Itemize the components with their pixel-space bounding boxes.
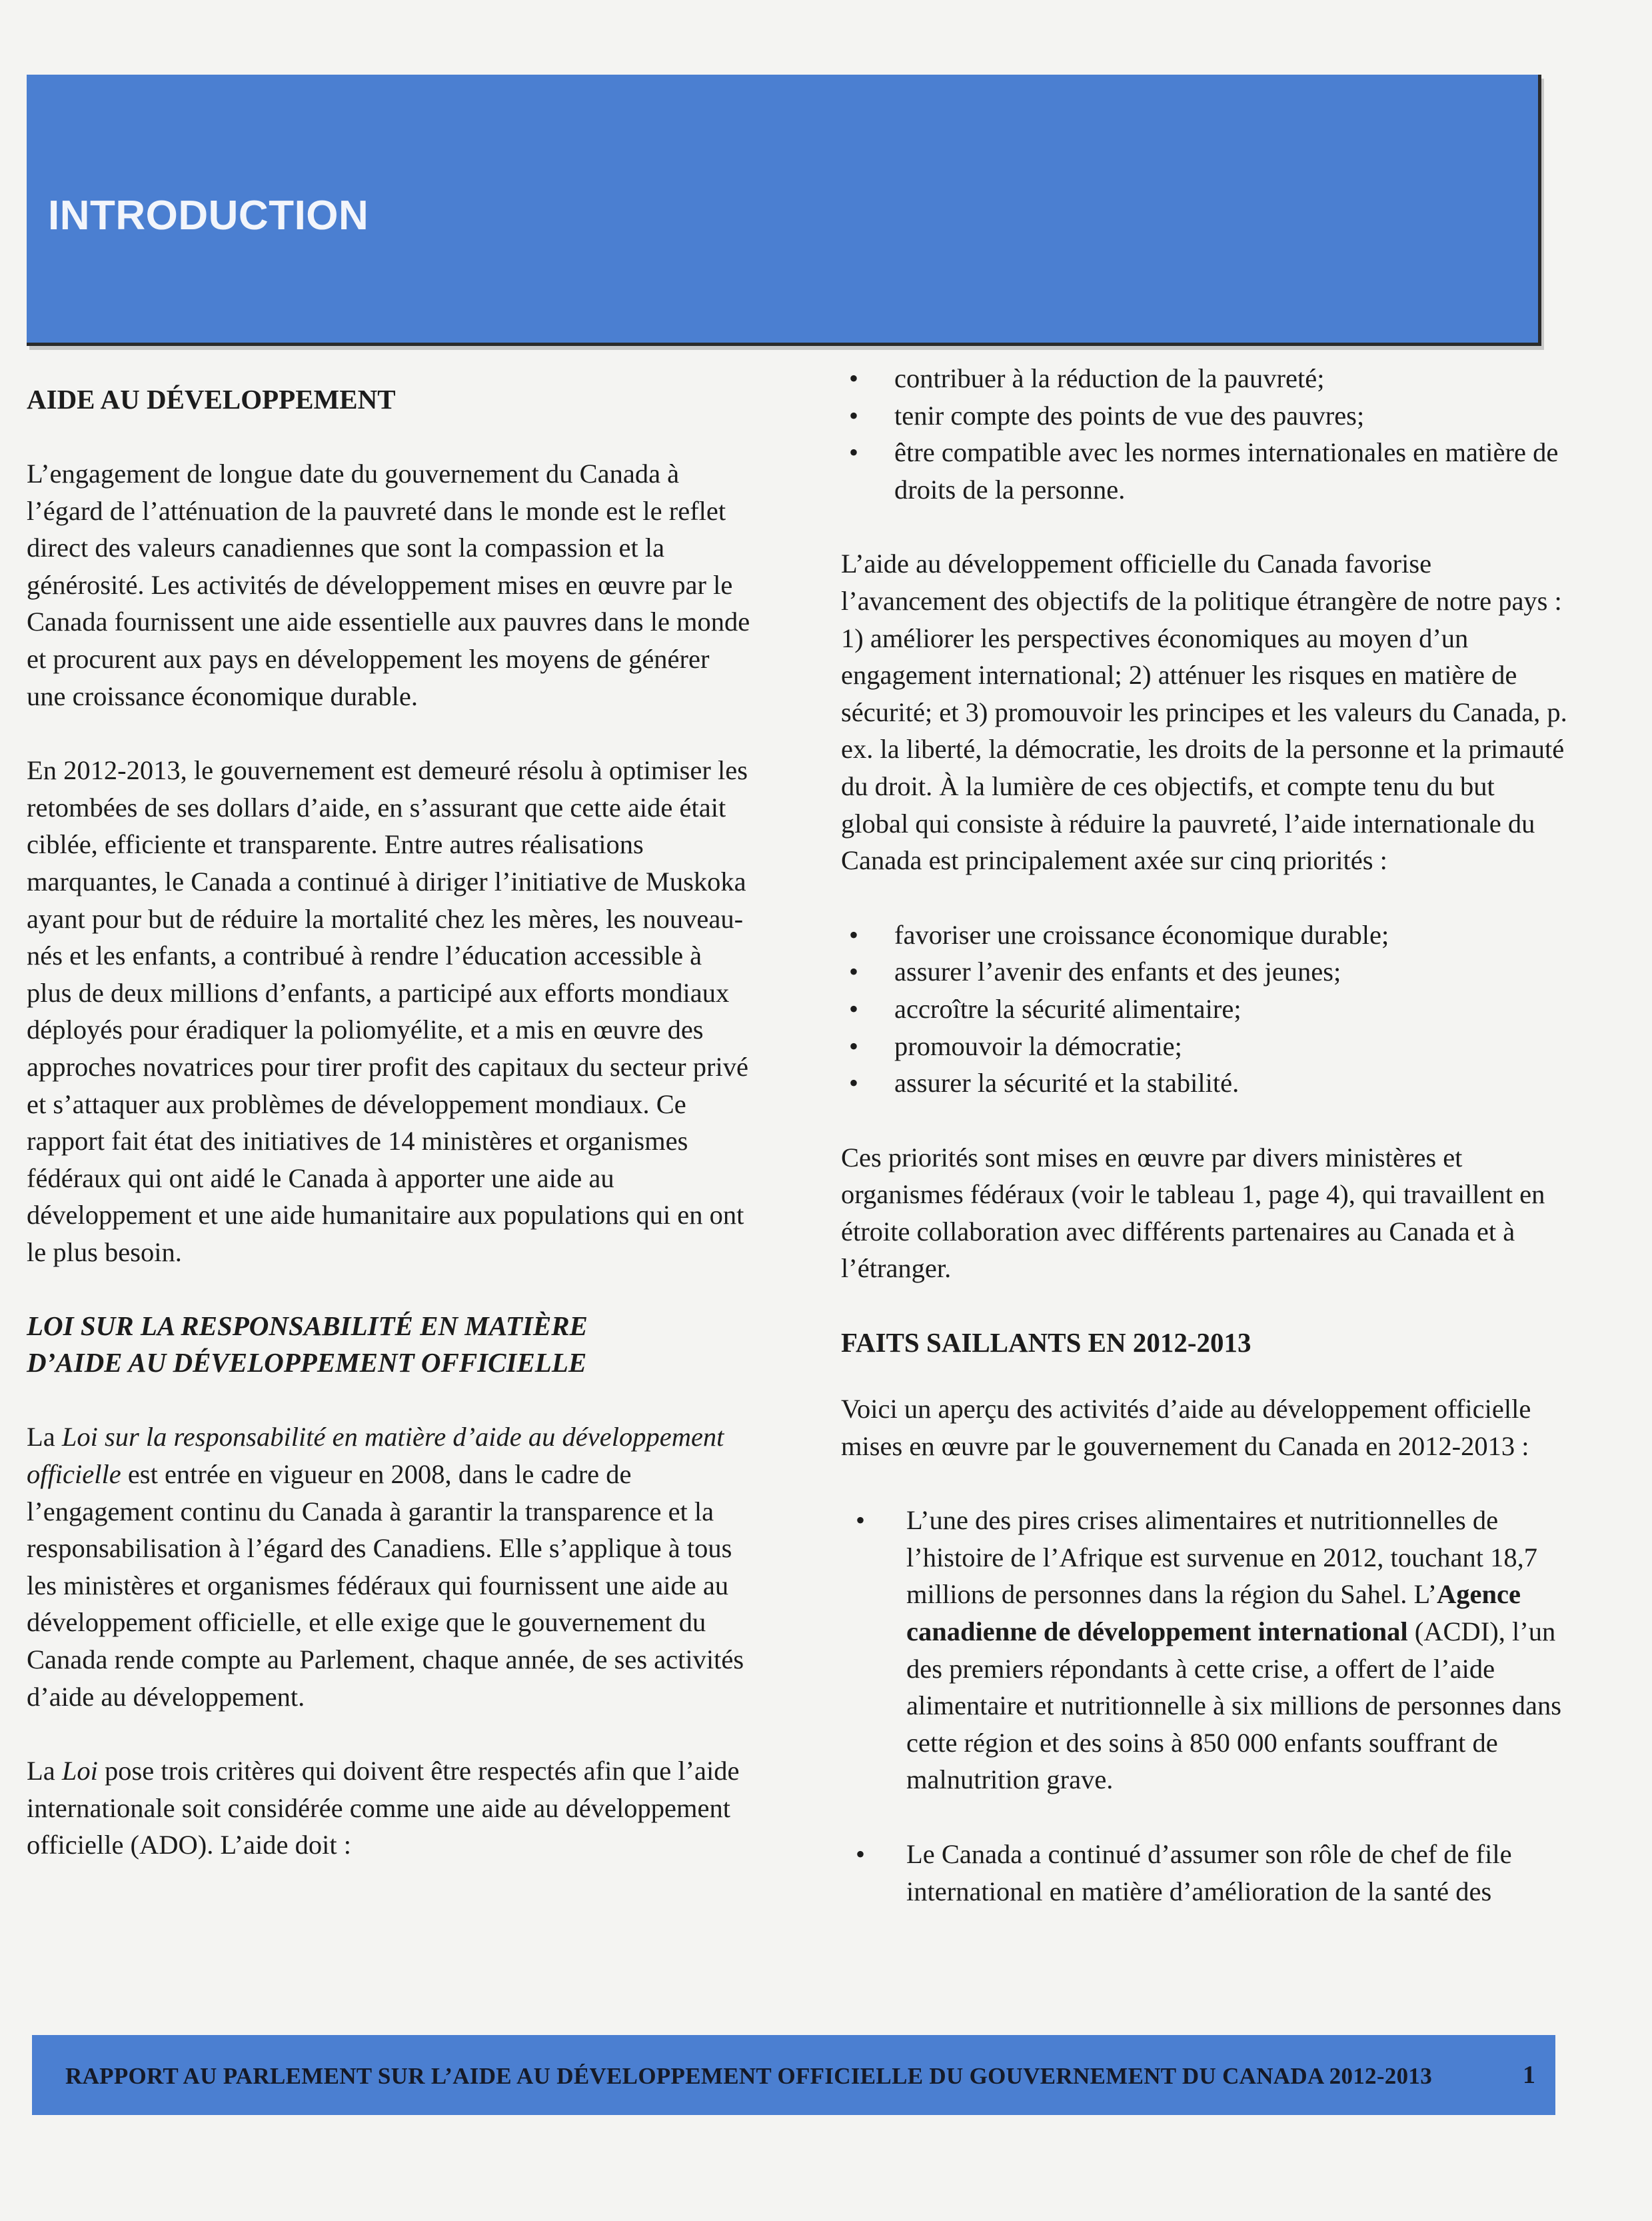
- text-run: pose trois critères qui doivent être respectés afin que l’aide internationale soit considérée comme une aide au développement officielle (ADO). L’aide doit :: [27, 1756, 740, 1860]
- list-item: [841, 360, 1567, 397]
- bullet-icon: •: [856, 1839, 866, 1869]
- list-item-text: accroître la sécurité alimentaire;: [894, 993, 1241, 1024]
- section-heading-aide: AIDE AU DÉVELOPPEMENT: [27, 384, 396, 415]
- list-item: [841, 397, 1567, 435]
- list-item-text: assurer l’avenir des enfants et des jeunes;: [894, 957, 1341, 987]
- list-item: [841, 991, 1567, 1028]
- list-item-text: Le Canada a continué d’assumer son rôle de chef de file international en matière d’amélioration de la santé des: [906, 1839, 1512, 1906]
- footer-banner: [32, 2035, 1555, 2115]
- criteria-list: [841, 360, 1567, 508]
- heading-line-1: LOI SUR LA RESPONSABILITÉ EN MATIÈRE: [27, 1310, 588, 1342]
- list-item: [841, 953, 1567, 991]
- bullet-icon: •: [849, 400, 859, 431]
- page-number: 1: [1523, 2061, 1535, 2089]
- paragraph-criteres: [27, 1752, 753, 1864]
- list-item-text: promouvoir la démocratie;: [894, 1031, 1182, 1061]
- section-heading-loi: [27, 1308, 753, 1381]
- list-item: [841, 434, 1567, 508]
- header-banner: [27, 75, 1541, 346]
- paragraph-objectifs: L’aide au développement officielle du Canada favorise l’avancement des objectifs de la politique étrangère de notre pays : 1) améliorer les perspectives économiques au moyen d’un engagement international; 2) atténuer les risques en matière de sécurité; et 3) promouvoir les principes et les valeurs du Canada, p. ex. la liberté, la démocratie, les droits de la personne et la primauté du droit. À la lumière de ces objectifs, et compte tenu du but global qui consiste à réduire la pauvreté, l’aide internationale du Canada est principalement axée sur cinq priorités :: [841, 549, 1567, 876]
- list-item-text: assurer la sécurité et la stabilité.: [894, 1068, 1239, 1099]
- list-item: [841, 1028, 1567, 1065]
- agency-name: Agence canadienne de développement international: [906, 1579, 1521, 1647]
- paragraph-engagement: L’engagement de longue date du gouvernement du Canada à l’égard de l’atténuation de la pauvreté dans le monde est le reflet direct des valeurs canadiennes que sont la compassion et la générosité. Les activités de développement mises en œuvre par le Canada fournissent une aide essentielle aux pauvres dans le monde et procurent aux pays en développement les moyens de générer une croissance économique durable.: [27, 459, 750, 711]
- page-title: INTRODUCTION: [48, 193, 369, 239]
- bullet-icon: •: [849, 919, 859, 950]
- priorities-list: [841, 917, 1567, 1102]
- footer-title: RAPPORT AU PARLEMENT SUR L’AIDE AU DÉVELOPPEMENT OFFICIELLE DU GOUVERNEMENT DU CANADA 2012-2013: [65, 2063, 1432, 2089]
- text-run: (ACDI), l’un des premiers répondants à cette crise, a offert de l’aide alimentaire et nutritionnelle à six millions de personnes dans cette région et des soins à 850 000 enfants souffrant de malnutrition grave.: [906, 1616, 1562, 1795]
- bullet-icon: •: [849, 993, 859, 1024]
- bullet-icon: •: [849, 1031, 859, 1061]
- heading-line-2: D’AIDE AU DÉVELOPPEMENT OFFICIELLE: [27, 1347, 587, 1378]
- bullet-icon: •: [849, 437, 859, 468]
- bullet-icon: •: [856, 1505, 866, 1536]
- paragraph-loi: [27, 1418, 753, 1715]
- list-item-text: favoriser une croissance économique durable;: [894, 919, 1389, 950]
- bullet-icon: •: [849, 1068, 859, 1099]
- list-item: [841, 917, 1567, 954]
- text-run: L’une des pires crises alimentaires et nutritionnelles de l’histoire de l’Afrique est survenue en 2012, touchant 18,7 millions de personnes dans la région du Sahel. L’: [906, 1505, 1538, 1610]
- list-item: [841, 1502, 1567, 1798]
- law-short-title: Loi: [61, 1756, 98, 1786]
- paragraph-2012-2013: En 2012-2013, le gouvernement est demeuré résolu à optimiser les retombées de ses dollars d’aide, en s’assurant que cette aide était ciblée, efficiente et transparente. Entre autres réalisations marquantes, le Canada a continué à diriger l’initiative de Muskoka ayant pour but de réduire la mortalité chez les mères, les nouveau-nés et les enfants, a contribué à rendre l’éducation accessible à plus de deux millions d’enfants, a participé aux efforts mondiaux déployés pour éradiquer la poliomyélite, et a mis en œuvre des approches novatrices pour tirer profit des capitaux du secteur privé et s’attaquer aux problèmes de développement mondiaux. Ce rapport fait état des initiatives de 14 ministères et organismes fédéraux qui ont aidé le Canada à apporter une aide au développement et une aide humanitaire aux populations qui en ont le plus besoin.: [27, 755, 748, 1267]
- highlights-list: [841, 1502, 1567, 1910]
- law-title: Loi sur la responsabilité en matière d’aide au développement officielle: [27, 1422, 724, 1490]
- list-item: [841, 1065, 1567, 1102]
- text-run: est entrée en vigueur en 2008, dans le cadre de l’engagement continu du Canada à garantir la transparence et la responsabilisation à l’égard des Canadiens. Elle s’applique à tous les ministères et organismes fédéraux qui fournissent une aide au développement officielle, et elle exige que le gouvernement du Canada rende compte au Parlement, chaque année, de ses activités d’aide au développement.: [27, 1459, 744, 1712]
- list-item-text: tenir compte des points de vue des pauvres;: [894, 400, 1365, 431]
- paragraph-priorites: Ces priorités sont mises en œuvre par divers ministères et organismes fédéraux (voir le tableau 1, page 4), qui travaillent en étroite collaboration avec différents partenaires au Canada et à l’étranger.: [841, 1142, 1545, 1284]
- right-column: [841, 360, 1567, 1910]
- text-run: La: [27, 1756, 62, 1786]
- text-run: La: [27, 1422, 62, 1452]
- left-column: [27, 360, 753, 1864]
- bullet-icon: •: [849, 957, 859, 987]
- list-item: [841, 1836, 1567, 1910]
- list-item-text: être compatible avec les normes internationales en matière de droits de la personne.: [894, 437, 1559, 505]
- paragraph-apercu: Voici un aperçu des activités d’aide au développement officielle mises en œuvre par le gouvernement du Canada en 2012-2013 :: [841, 1394, 1531, 1461]
- bullet-icon: •: [849, 363, 859, 393]
- section-heading-faits: FAITS SAILLANTS EN 2012-2013: [841, 1327, 1251, 1358]
- list-item-text: contribuer à la réduction de la pauvreté;: [894, 363, 1325, 393]
